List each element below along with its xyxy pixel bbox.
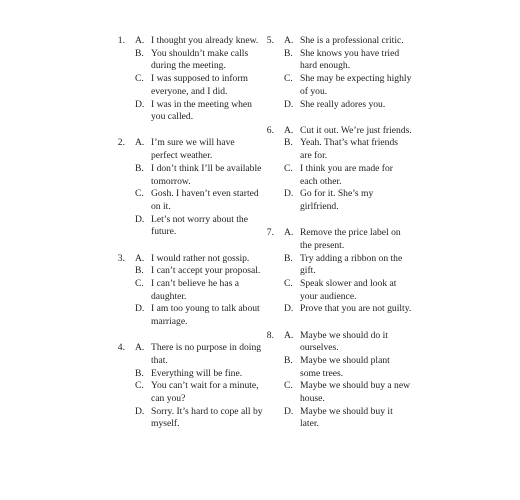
- option-letter: B.: [284, 252, 293, 264]
- right-column: [262, 35, 412, 445]
- option-text: She is a professional critic.: [300, 35, 404, 46]
- option-text: Speak slower and look at your audience.: [300, 277, 397, 302]
- option-letter: A.: [135, 35, 145, 46]
- question-number: 4.: [117, 342, 125, 354]
- option-text: Try adding a ribbon on the gift.: [300, 252, 403, 277]
- option-b: [113, 48, 263, 73]
- question-number: 5.: [266, 35, 274, 46]
- option-text: Gosh. I haven’t even started on it.: [151, 188, 259, 212]
- option-text: Cut it out. We’re just friends.: [300, 124, 412, 136]
- option-letter: B.: [284, 137, 293, 149]
- option-text: I can’t believe he has a daughter.: [151, 277, 239, 302]
- option-letter: C.: [135, 188, 144, 200]
- option-text: There is no purpose in doing that.: [151, 342, 262, 366]
- option-b: [262, 253, 412, 278]
- option-letter: D.: [284, 98, 294, 110]
- option-text: I don’t think I’ll be available tomorrow.: [151, 162, 262, 187]
- option-letter: B.: [135, 162, 144, 174]
- question-3: [113, 253, 263, 329]
- option-c: [113, 278, 263, 303]
- option-text: Remove the price label on the present.: [300, 227, 401, 251]
- option-letter: D.: [284, 303, 294, 315]
- option-text: I am too young to talk about marriage.: [151, 303, 260, 328]
- option-d: [113, 303, 263, 328]
- option-text: You shouldn’t make calls during the meeting.: [151, 47, 249, 72]
- option-letter: A.: [284, 227, 294, 239]
- question-1: [113, 35, 263, 124]
- option-letter: D.: [135, 303, 145, 315]
- option-a: [113, 137, 263, 162]
- option-text: Sorry. It’s hard to cope all by myself.: [151, 405, 263, 430]
- option-a: [262, 125, 412, 138]
- option-letter: D.: [284, 405, 294, 417]
- option-letter: C.: [135, 380, 144, 392]
- question-7: [262, 227, 412, 316]
- option-b: [113, 368, 263, 381]
- option-d: [262, 303, 412, 316]
- option-text: Go for it. She’s my girlfriend.: [300, 188, 374, 212]
- option-text: I thought you already knew.: [151, 35, 259, 46]
- option-text: Everything will be fine.: [151, 367, 243, 379]
- left-column: [113, 35, 263, 445]
- option-text: I was supposed to inform everyone, and I did.: [151, 73, 248, 97]
- option-text: Yeah. That’s what friends are for.: [300, 137, 398, 162]
- option-letter: A.: [135, 137, 145, 149]
- question-8: [262, 330, 412, 432]
- option-letter: A.: [135, 252, 145, 264]
- question-number: 2.: [117, 137, 125, 149]
- option-d: [113, 99, 263, 124]
- option-letter: B.: [135, 47, 144, 59]
- option-b: [113, 163, 263, 188]
- option-d: [262, 406, 412, 431]
- option-text: I would rather not gossip.: [151, 252, 250, 264]
- option-a: [113, 35, 263, 48]
- option-text: Maybe we should do it ourselves.: [300, 329, 388, 354]
- option-b: [113, 265, 263, 278]
- question-number: 1.: [117, 35, 125, 46]
- question-number: 3.: [117, 252, 125, 264]
- question-5: [262, 35, 412, 111]
- option-d: [113, 406, 263, 431]
- option-c: [262, 278, 412, 303]
- option-a: [113, 342, 263, 367]
- question-4: [113, 342, 263, 431]
- option-letter: C.: [284, 277, 293, 289]
- option-letter: B.: [135, 265, 144, 277]
- option-a: [262, 227, 412, 252]
- option-text: She may be expecting highly of you.: [300, 73, 412, 97]
- option-letter: B.: [284, 354, 293, 366]
- option-text: She knows you have tried hard enough.: [300, 47, 400, 72]
- option-letter: C.: [135, 277, 144, 289]
- option-text: Prove that you are not guilty.: [300, 303, 412, 315]
- option-text: Maybe we should plant some trees.: [300, 354, 390, 379]
- option-c: [262, 163, 412, 188]
- option-text: I’m sure we will have perfect weather.: [151, 137, 235, 162]
- option-c: [113, 380, 263, 405]
- option-b: [262, 137, 412, 162]
- option-letter: C.: [135, 73, 144, 85]
- option-letter: D.: [135, 98, 145, 110]
- option-letter: C.: [284, 380, 293, 392]
- option-letter: B.: [135, 367, 144, 379]
- option-letter: D.: [135, 405, 145, 417]
- option-text: I was in the meeting when you called.: [151, 98, 252, 123]
- option-letter: A.: [284, 35, 294, 46]
- option-text: Maybe we should buy a new house.: [300, 380, 411, 405]
- question-number: 6.: [266, 124, 274, 136]
- option-d: [113, 214, 263, 239]
- option-text: Let’s not worry about the future.: [151, 213, 248, 238]
- option-a: [113, 253, 263, 266]
- option-c: [262, 73, 412, 98]
- option-a: [262, 330, 412, 355]
- option-c: [113, 188, 263, 213]
- option-d: [262, 188, 412, 213]
- option-text: She really adores you.: [300, 98, 386, 110]
- question-2: [113, 137, 263, 239]
- option-text: I think you are made for each other.: [300, 162, 393, 187]
- option-b: [262, 355, 412, 380]
- option-d: [262, 99, 412, 112]
- option-text: You can’t wait for a minute, can you?: [151, 380, 259, 405]
- option-letter: D.: [284, 188, 294, 200]
- option-letter: D.: [135, 213, 145, 225]
- option-c: [262, 380, 412, 405]
- question-6: [262, 125, 412, 214]
- question-number: 8.: [266, 329, 274, 341]
- question-number: 7.: [266, 227, 274, 239]
- option-a: [262, 35, 412, 48]
- option-letter: A.: [135, 342, 145, 354]
- option-letter: C.: [284, 162, 293, 174]
- option-letter: A.: [284, 329, 294, 341]
- option-letter: B.: [284, 47, 293, 59]
- option-letter: A.: [284, 124, 294, 136]
- option-b: [262, 48, 412, 73]
- option-c: [113, 73, 263, 98]
- option-text: Maybe we should buy it later.: [300, 405, 393, 430]
- option-letter: C.: [284, 73, 293, 85]
- option-text: I can’t accept your proposal.: [151, 265, 261, 277]
